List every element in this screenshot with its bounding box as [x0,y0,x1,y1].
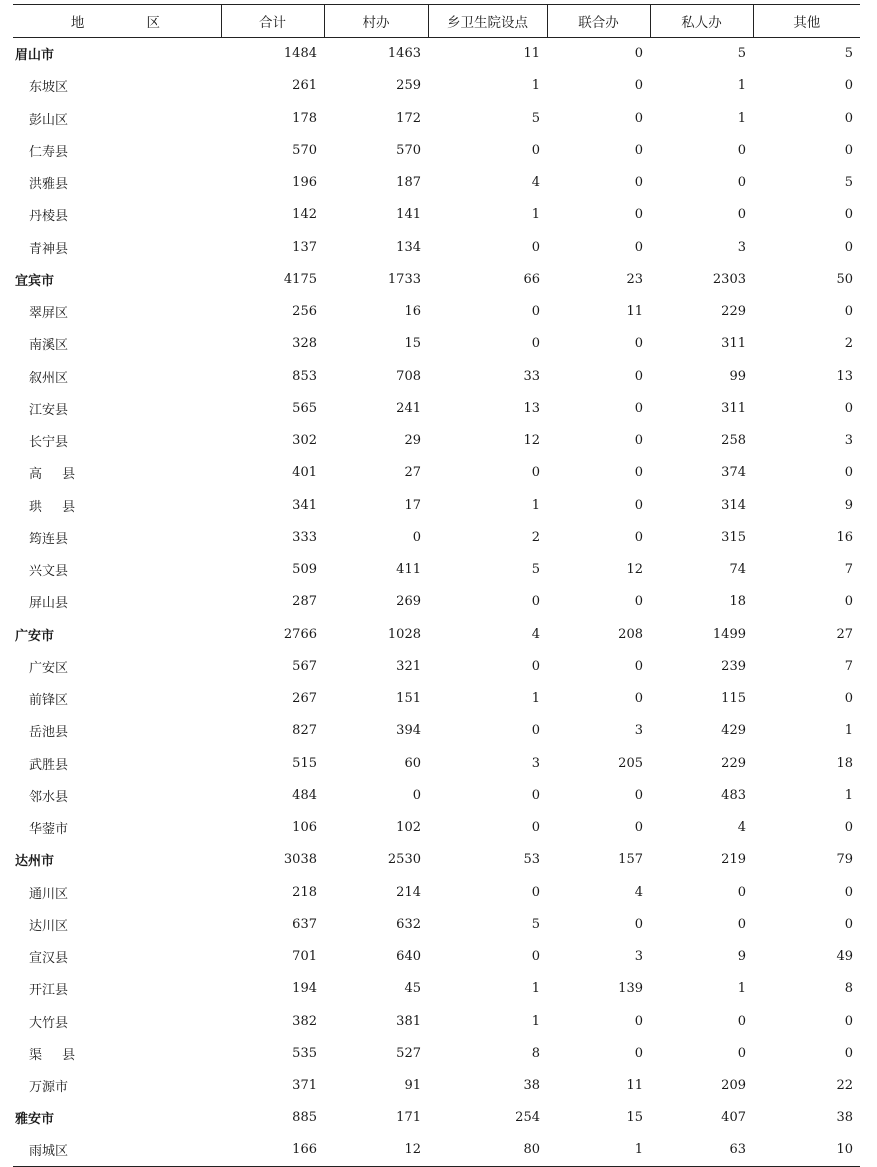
header-other: 其他 [753,5,860,38]
region-name-cell: 洪雅县 [29,177,69,193]
other-cell: 0 [844,400,853,416]
header-joint-run: 联合办 [547,5,650,38]
private-run-cell: 311 [721,336,746,352]
township-hospital-site-cell: 0 [531,723,540,739]
table-row [13,876,860,908]
region-name-cell: 邻水县 [29,789,69,805]
total-cell: 3038 [283,852,317,868]
table-row [13,102,860,134]
table-row [13,489,860,521]
other-cell: 0 [844,207,853,223]
region-name-cell: 眉山市 [15,48,55,64]
total-cell: 341 [292,497,317,513]
region-name-cell: 青神县 [29,241,69,257]
joint-run-cell: 0 [634,1013,643,1029]
private-run-cell: 407 [721,1110,746,1126]
private-run-cell: 1 [737,981,746,997]
village-run-cell: 708 [396,368,421,384]
village-run-cell: 214 [396,884,421,900]
joint-run-cell: 0 [634,1045,643,1061]
township-hospital-site-cell: 0 [531,142,540,158]
table-row [13,586,860,618]
header-total: 合计 [221,5,324,38]
village-run-cell: 12 [324,1134,428,1166]
total-cell: 1484 [283,46,317,62]
village-run-cell: 60 [404,755,421,771]
private-run-cell: 239 [721,658,746,674]
private-run-cell: 74 [729,562,746,578]
village-run-cell: 411 [396,562,421,578]
private-run-cell: 374 [721,465,746,481]
region-name-cell: 岳池县 [29,725,69,741]
table-row [13,231,860,263]
table-row [13,392,860,424]
table-row [13,650,860,682]
total-cell: 535 [292,1045,317,1061]
private-run-cell: 0 [737,916,746,932]
village-run-cell: 527 [396,1045,421,1061]
city-row [13,1102,860,1134]
city-row [13,263,860,295]
total-cell: 106 [292,820,317,836]
joint-run-cell: 157 [618,852,643,868]
private-run-cell: 0 [737,1013,746,1029]
township-hospital-site-cell: 12 [523,433,540,449]
table-row [13,812,860,844]
private-run-cell: 258 [721,433,746,449]
other-cell: 0 [844,884,853,900]
joint-run-cell: 3 [634,949,643,965]
other-cell: 0 [844,1013,853,1029]
private-run-cell: 18 [729,594,746,610]
joint-run-cell: 0 [634,529,643,545]
village-run-cell: 27 [404,465,421,481]
joint-run-cell: 0 [634,787,643,803]
joint-run-cell: 4 [634,884,643,900]
township-hospital-site-cell: 1 [531,78,540,94]
private-run-cell: 483 [721,787,746,803]
other-cell: 13 [836,368,853,384]
joint-run-cell: 0 [634,368,643,384]
region-name-cell: 广安市 [15,628,55,644]
other-cell: 27 [836,626,853,642]
village-run-cell: 394 [396,723,421,739]
total-cell: 570 [292,142,317,158]
township-hospital-site-cell: 0 [531,884,540,900]
township-hospital-site-cell: 0 [531,658,540,674]
region-name-cell: 长宁县 [29,435,69,451]
township-hospital-site-cell: 53 [523,852,540,868]
region-name-cell: 叙州区 [29,370,69,386]
township-hospital-site-cell: 4 [531,175,540,191]
other-cell: 1 [844,723,853,739]
total-cell: 371 [292,1078,317,1094]
township-hospital-site-cell: 254 [515,1110,540,1126]
region-name-cell: 宣汉县 [29,951,69,967]
total-cell: 256 [292,304,317,320]
village-run-cell: 151 [396,691,421,707]
other-cell: 0 [844,691,853,707]
private-run-cell: 9 [737,949,746,965]
table-row [13,425,860,457]
region-name-cell: 开江县 [29,983,69,999]
table-row [13,134,860,166]
township-hospital-site-cell: 4 [531,626,540,642]
region-name-cell: 万源市 [29,1080,69,1096]
total-cell: 328 [292,336,317,352]
township-hospital-site-cell: 0 [531,304,540,320]
region-name-cell: 通川区 [29,886,69,902]
village-run-cell: 2530 [387,852,421,868]
region-name-cell: 达川区 [29,918,69,934]
other-cell: 1 [844,787,853,803]
total-cell: 701 [292,949,317,965]
private-run-cell: 229 [721,304,746,320]
joint-run-cell: 0 [634,46,643,62]
total-cell: 302 [292,433,317,449]
joint-run-cell: 11 [626,304,643,320]
total-cell: 515 [292,755,317,771]
other-cell: 0 [844,239,853,255]
township-hospital-site-cell: 5 [531,916,540,932]
joint-run-cell: 0 [634,207,643,223]
table-row [13,1037,860,1069]
township-hospital-site-cell: 66 [523,271,540,287]
joint-run-cell: 0 [634,465,643,481]
region-name-cell: 雨城区 [13,1134,221,1166]
total-cell: 382 [292,1013,317,1029]
village-run-cell: 172 [396,110,421,126]
township-hospital-site-cell: 1 [531,981,540,997]
clinic-statistics-table [13,4,860,1167]
private-run-cell: 63 [650,1134,753,1166]
table-row [13,167,860,199]
township-hospital-site-cell: 3 [531,755,540,771]
other-cell: 9 [844,497,853,513]
township-hospital-site-cell: 1 [531,691,540,707]
joint-run-cell: 0 [634,658,643,674]
total-cell: 567 [292,658,317,674]
total-cell: 637 [292,916,317,932]
other-cell: 5 [844,46,853,62]
joint-run-cell: 11 [626,1078,643,1094]
city-row [13,38,860,70]
other-cell: 2 [844,336,853,352]
other-cell: 50 [836,271,853,287]
joint-run-cell: 0 [634,433,643,449]
village-run-cell: 141 [396,207,421,223]
joint-run-cell: 0 [634,78,643,94]
township-hospital-site-cell: 0 [531,787,540,803]
village-run-cell: 17 [404,497,421,513]
joint-run-cell: 139 [618,981,643,997]
private-run-cell: 99 [729,368,746,384]
joint-run-cell: 1 [547,1134,650,1166]
total-cell: 2766 [283,626,317,642]
table-row [13,715,860,747]
private-run-cell: 1 [737,78,746,94]
private-run-cell: 315 [721,529,746,545]
township-hospital-site-cell: 11 [523,46,540,62]
other-cell: 10 [753,1134,860,1166]
other-cell: 5 [844,175,853,191]
other-cell: 18 [836,755,853,771]
table-row [13,360,860,392]
total-cell: 194 [292,981,317,997]
total-cell: 178 [292,110,317,126]
joint-run-cell: 0 [634,594,643,610]
other-cell: 49 [836,949,853,965]
village-run-cell: 381 [396,1013,421,1029]
other-cell: 0 [844,304,853,320]
header-region: 地 区 [13,5,221,38]
table-row [13,941,860,973]
table-row [13,1070,860,1102]
table-row [13,1005,860,1037]
township-hospital-site-cell: 0 [531,594,540,610]
table-row [13,296,860,328]
other-cell: 7 [844,562,853,578]
joint-run-cell: 0 [634,820,643,836]
township-hospital-site-cell: 8 [531,1045,540,1061]
joint-run-cell: 12 [626,562,643,578]
region-name-cell: 渠县 [29,1047,96,1063]
table-row [13,554,860,586]
private-run-cell: 0 [737,207,746,223]
private-run-cell: 1 [737,110,746,126]
private-run-cell: 209 [721,1078,746,1094]
region-name-cell: 前锋区 [29,693,69,709]
total-cell: 267 [292,691,317,707]
township-hospital-site-cell: 0 [531,949,540,965]
village-run-cell: 632 [396,916,421,932]
private-run-cell: 0 [737,1045,746,1061]
region-name-cell: 彭山区 [29,112,69,128]
other-cell: 0 [844,594,853,610]
table-row [13,908,860,940]
private-run-cell: 0 [737,884,746,900]
total-cell: 401 [292,465,317,481]
other-cell: 38 [836,1110,853,1126]
township-hospital-site-cell: 5 [531,562,540,578]
village-run-cell: 102 [396,820,421,836]
village-run-cell: 187 [396,175,421,191]
data-table-container [13,4,860,1167]
city-row [13,844,860,876]
table-row [13,328,860,360]
table-body [13,38,860,1167]
private-run-cell: 4 [737,820,746,836]
region-name-cell: 武胜县 [29,757,69,773]
private-run-cell: 229 [721,755,746,771]
private-run-cell: 0 [737,175,746,191]
private-run-cell: 314 [721,497,746,513]
village-run-cell: 640 [396,949,421,965]
other-cell: 0 [844,78,853,94]
joint-run-cell: 3 [634,723,643,739]
private-run-cell: 2303 [712,271,746,287]
joint-run-cell: 0 [634,497,643,513]
region-name-cell: 东坡区 [29,80,69,96]
private-run-cell: 5 [737,46,746,62]
township-hospital-site-cell: 0 [531,820,540,836]
village-run-cell: 1463 [387,46,421,62]
region-name-cell: 雅安市 [15,1112,55,1128]
village-run-cell: 45 [404,981,421,997]
table-row [13,199,860,231]
total-cell: 827 [292,723,317,739]
joint-run-cell: 0 [634,691,643,707]
township-hospital-site-cell: 1 [531,497,540,513]
header-village-run: 村办 [324,5,428,38]
joint-run-cell: 0 [634,142,643,158]
region-name-cell: 大竹县 [29,1015,69,1031]
private-run-cell: 3 [737,239,746,255]
village-run-cell: 0 [412,787,421,803]
other-cell: 0 [844,110,853,126]
village-run-cell: 241 [396,400,421,416]
township-hospital-site-cell: 2 [531,529,540,545]
total-cell: 261 [292,78,317,94]
joint-run-cell: 0 [634,239,643,255]
other-cell: 0 [844,820,853,836]
village-run-cell: 1028 [387,626,421,642]
city-row [13,618,860,650]
private-run-cell: 311 [721,400,746,416]
table-row [13,973,860,1005]
table-header [13,5,860,38]
table-row [13,521,860,553]
other-cell: 8 [844,981,853,997]
region-name-cell: 屏山县 [29,596,69,612]
total-cell: 196 [292,175,317,191]
total-cell: 333 [292,529,317,545]
township-hospital-site-cell: 80 [428,1134,547,1166]
total-cell: 484 [292,787,317,803]
region-name-cell: 丹棱县 [29,209,69,225]
table-row [13,779,860,811]
village-run-cell: 570 [396,142,421,158]
township-hospital-site-cell: 0 [531,239,540,255]
joint-run-cell: 0 [634,916,643,932]
region-name-cell: 兴文县 [29,564,69,580]
total-cell: 509 [292,562,317,578]
other-cell: 0 [844,1045,853,1061]
region-name-cell: 宜宾市 [15,273,55,289]
other-cell: 79 [836,852,853,868]
joint-run-cell: 0 [634,400,643,416]
private-run-cell: 1499 [712,626,746,642]
township-hospital-site-cell: 0 [531,465,540,481]
village-run-cell: 269 [396,594,421,610]
joint-run-cell: 208 [618,626,643,642]
joint-run-cell: 0 [634,336,643,352]
township-hospital-site-cell: 1 [531,207,540,223]
table-row [13,70,860,102]
other-cell: 0 [844,142,853,158]
total-cell: 142 [292,207,317,223]
other-cell: 0 [844,916,853,932]
region-name-cell: 筠连县 [29,531,69,547]
private-run-cell: 429 [721,723,746,739]
township-hospital-site-cell: 5 [531,110,540,126]
joint-run-cell: 0 [634,110,643,126]
total-cell: 4175 [283,271,317,287]
village-run-cell: 171 [396,1110,421,1126]
other-cell: 7 [844,658,853,674]
township-hospital-site-cell: 38 [523,1078,540,1094]
total-cell: 565 [292,400,317,416]
total-cell: 885 [292,1110,317,1126]
private-run-cell: 219 [721,852,746,868]
township-hospital-site-cell: 33 [523,368,540,384]
region-name-cell: 翠屏区 [29,306,69,322]
township-hospital-site-cell: 0 [531,336,540,352]
total-cell: 137 [292,239,317,255]
village-run-cell: 91 [404,1078,421,1094]
total-cell: 853 [292,368,317,384]
village-run-cell: 0 [412,529,421,545]
village-run-cell: 134 [396,239,421,255]
village-run-cell: 321 [396,658,421,674]
township-hospital-site-cell: 1 [531,1013,540,1029]
total-cell: 166 [221,1134,324,1166]
table-row [13,457,860,489]
other-cell: 22 [836,1078,853,1094]
region-name-cell: 广安区 [29,660,69,676]
village-run-cell: 259 [396,78,421,94]
other-cell: 3 [844,433,853,449]
table-row [13,747,860,779]
joint-run-cell: 0 [634,175,643,191]
township-hospital-site-cell: 13 [523,400,540,416]
header-row [13,5,860,38]
private-run-cell: 0 [737,142,746,158]
joint-run-cell: 205 [618,755,643,771]
other-cell: 16 [836,529,853,545]
village-run-cell: 15 [404,336,421,352]
region-name-cell: 高县 [29,467,96,483]
region-name-cell: 珙县 [29,499,96,515]
joint-run-cell: 15 [626,1110,643,1126]
village-run-cell: 1733 [387,271,421,287]
total-cell: 287 [292,594,317,610]
region-name-cell: 江安县 [29,402,69,418]
other-cell: 0 [844,465,853,481]
village-run-cell: 16 [404,304,421,320]
total-cell: 218 [292,884,317,900]
joint-run-cell: 23 [626,271,643,287]
region-name-cell: 华蓥市 [29,822,69,838]
village-run-cell: 29 [404,433,421,449]
region-name-cell: 达州市 [15,854,55,870]
private-run-cell: 115 [721,691,746,707]
table-row [13,1134,860,1166]
table-row [13,683,860,715]
region-name-cell: 南溪区 [29,338,69,354]
header-township-hospital-site: 乡卫生院设点 [428,5,547,38]
header-private-run: 私人办 [650,5,753,38]
region-name-cell: 仁寿县 [29,144,69,160]
